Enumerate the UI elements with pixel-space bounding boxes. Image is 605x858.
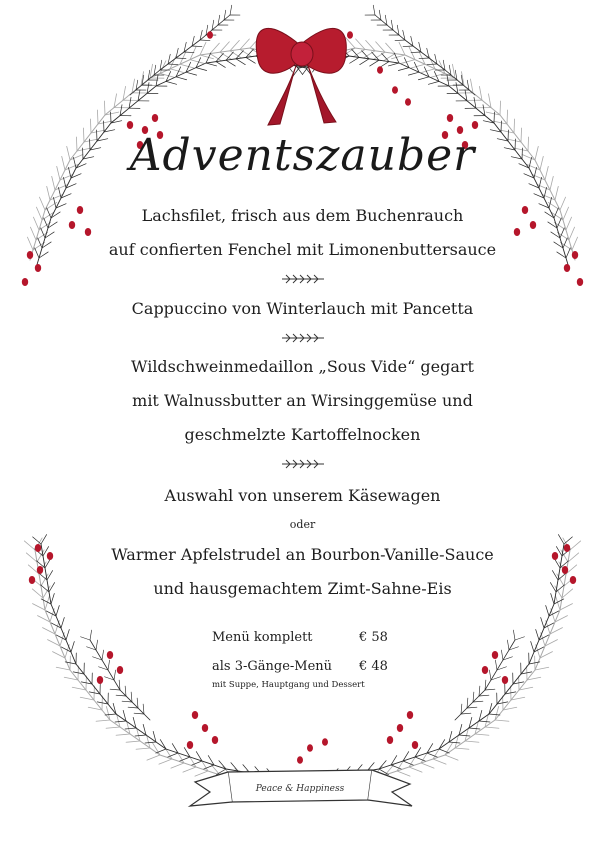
price-value: € 58 [359,630,388,645]
course-3-line-3: geschmelzte Kartoffelnocken [184,425,421,444]
ribbon-banner [190,770,412,806]
course-5-line-2: und hausgemachtem Zimt-Sahne-Eis [153,579,452,598]
price-label: als 3-Gänge-Menü [212,659,333,674]
price-value: € 48 [359,659,388,674]
course-1-line-2: auf confierten Fenchel mit Limonenbuttersauce [108,240,497,259]
banner-text: Peace & Happiness [255,784,345,794]
course-1-line-1: Lachsfilet, frisch aus dem Buchenrauch [141,206,464,225]
separator-oder: oder [289,518,316,531]
course-3-line-2: mit Walnussbutter an Wirsinggemüse und [132,391,473,410]
sprig-divider-icon [280,457,326,471]
course-5-line-1: Warmer Apfelstrudel an Bourbon-Vanille-Sauce [111,545,494,564]
sprig-divider-icon [280,272,326,286]
menu-title: Adventszauber [129,130,476,181]
course-3-line-1: Wildschweinmedaillon „Sous Vide“ gegart [131,357,474,376]
course-2-line-1: Cappuccino von Winterlauch mit Pancetta [131,299,474,318]
price-note: mit Suppe, Hauptgang und Dessert [212,680,365,690]
course-4-line-1: Auswahl von unserem Käsewagen [164,486,441,505]
price-label: Menü komplett [212,630,313,645]
sprig-divider-icon [280,331,326,345]
